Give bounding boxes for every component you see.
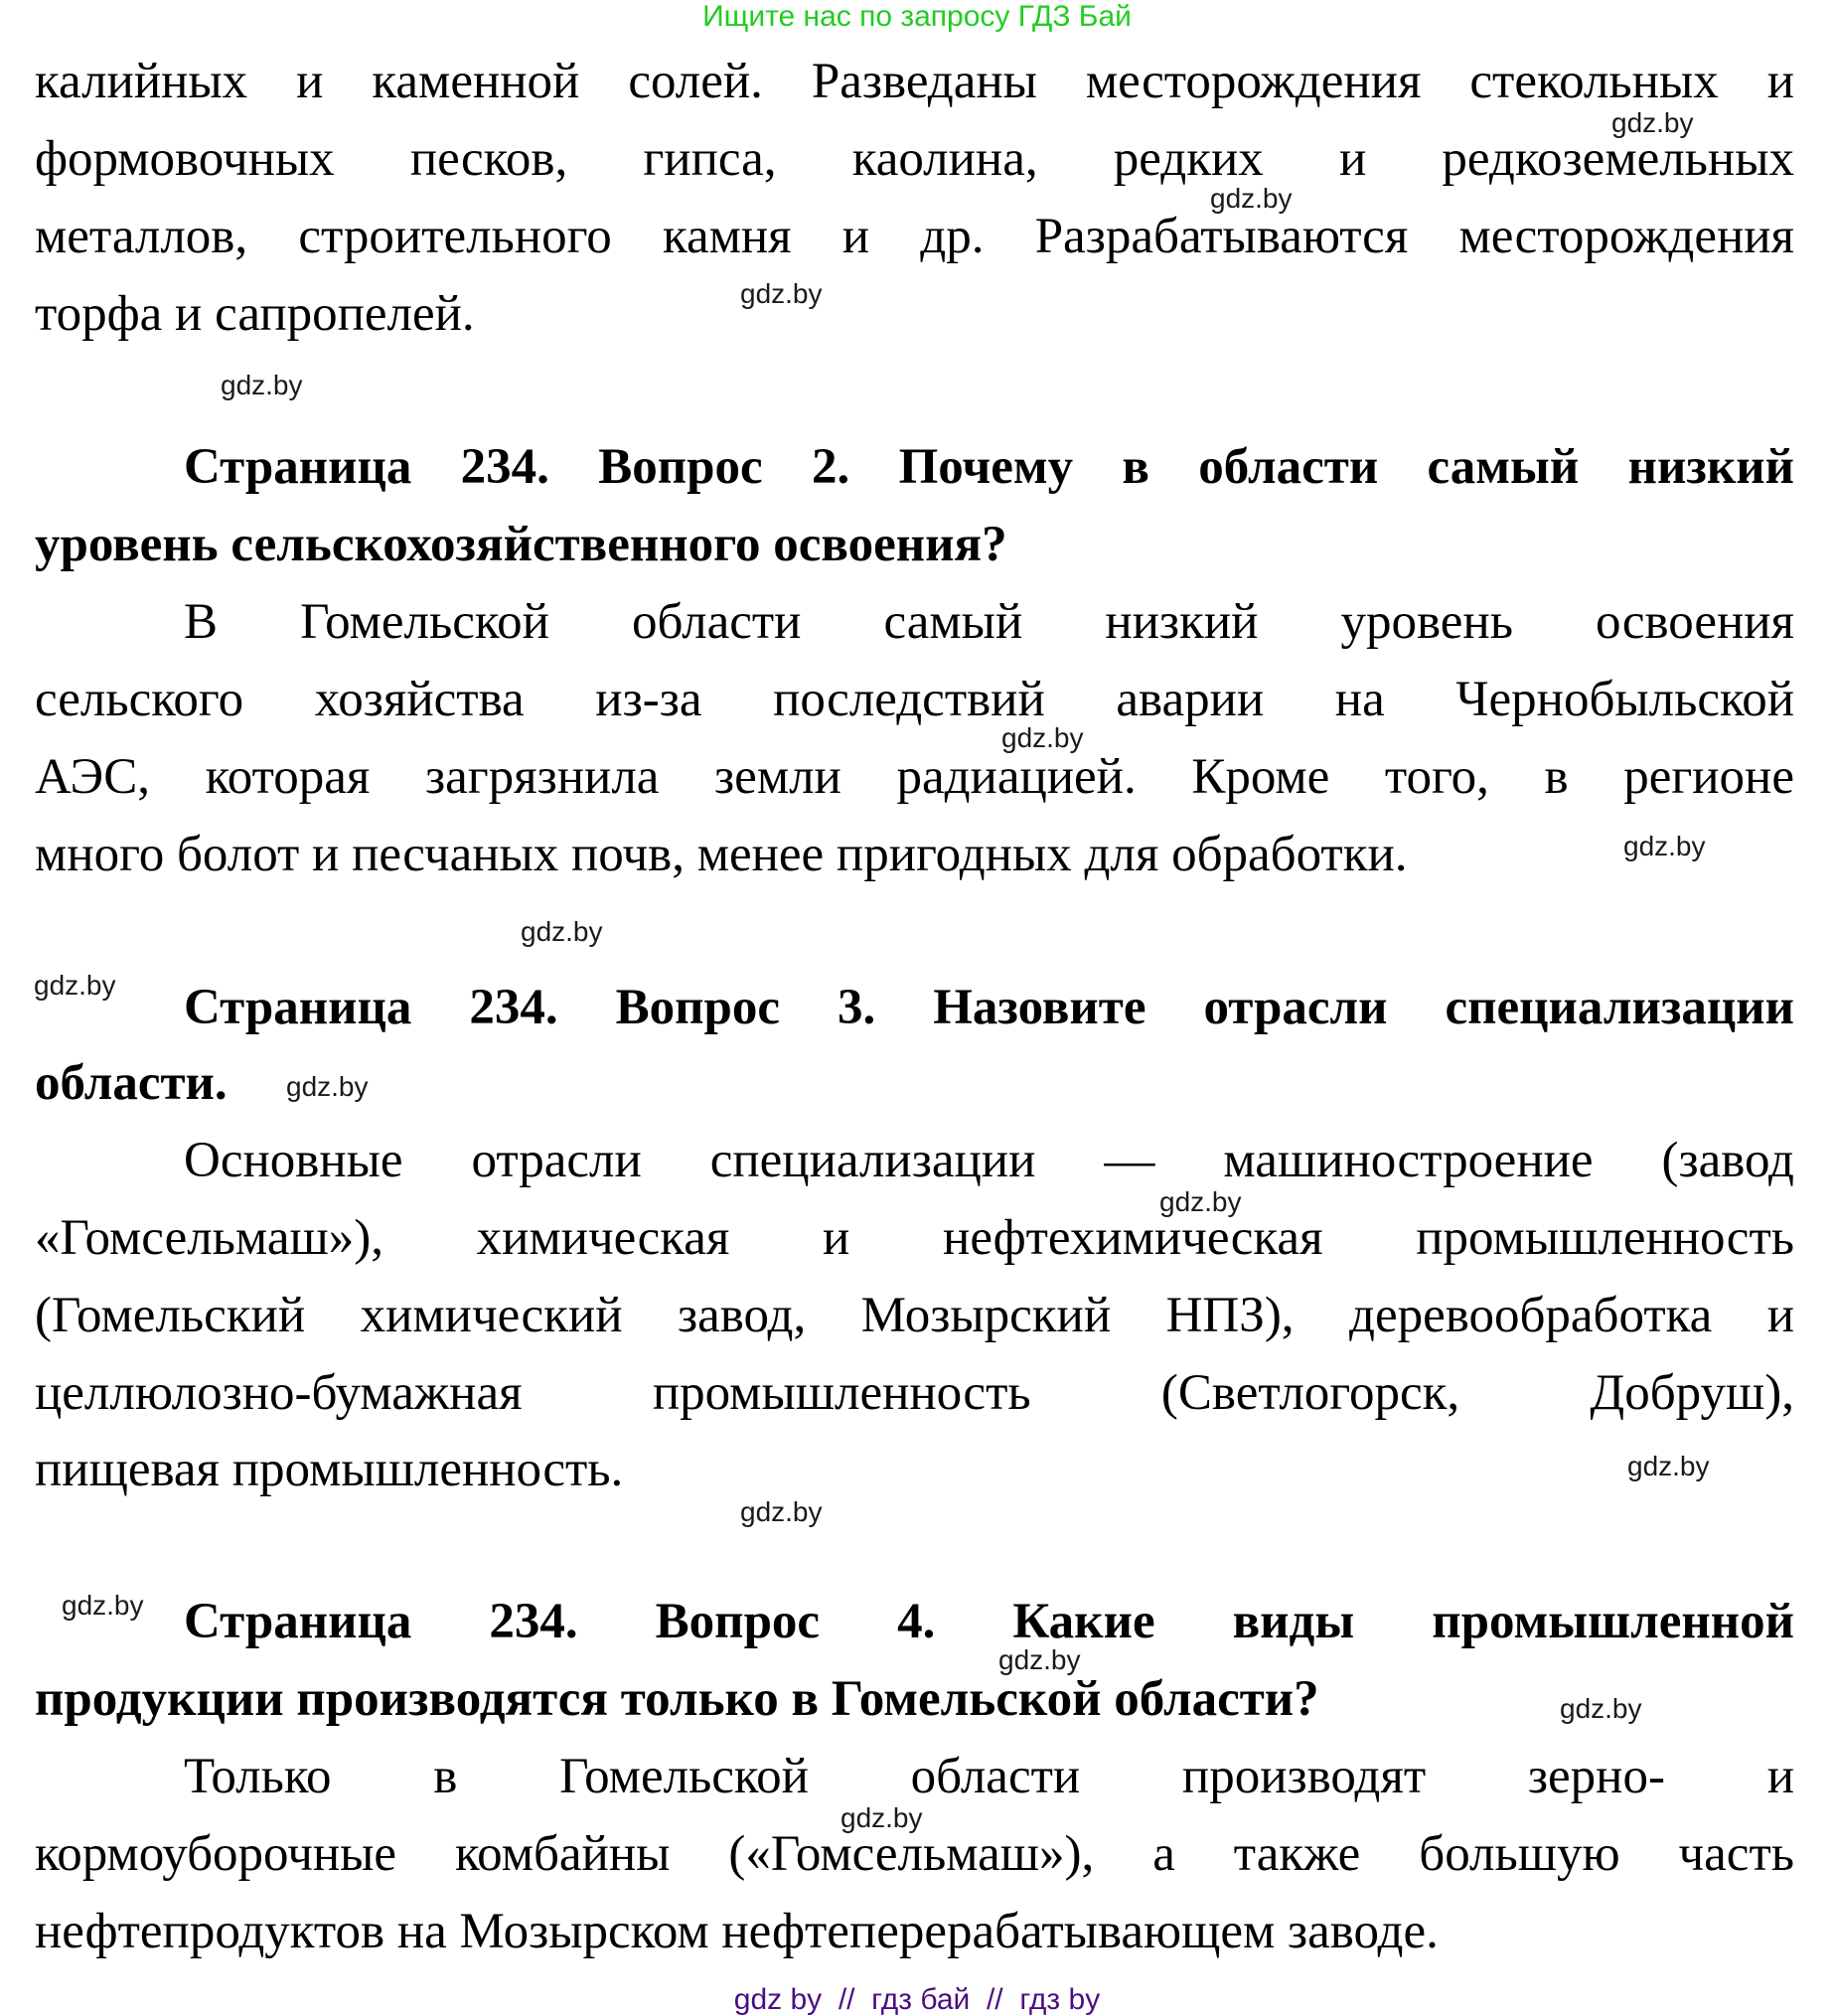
question-2-answer [35,670,1794,729]
text-line: «Гомсельмаш»), химическая и нефтехимическая промышленность [35,1210,1794,1266]
watermark-text: gdz.by [1611,107,1694,138]
intro-line [35,207,1794,266]
watermark-text: gdz.by [1159,1186,1242,1217]
footer-links: gdz by // гдз бай // гдз by [733,1983,1101,2016]
question-2-heading [35,515,1794,574]
intro-line [35,52,1794,111]
text-line: нефтепродуктов на Мозырском нефтеперерабатывающем заводе. [35,1904,1439,1959]
text-line: АЭС, которая загрязнила земли радиацией. Кроме того, в регионе [35,749,1794,805]
question-3-answer [184,1131,1794,1190]
question-4-answer [35,1902,1794,1961]
text-line: В Гомельской области самый низкий уровень освоения [184,594,1794,650]
watermark-text: gdz.by [521,916,603,947]
question-2-answer [35,747,1794,807]
watermark-text: gdz.by [841,1802,923,1833]
intro-line [35,129,1794,189]
text-line: (Гомельский химический завод, Мозырский НПЗ), деревообработка и [35,1288,1794,1343]
watermark-text: gdz.by [62,1590,144,1621]
watermark-text: gdz.by [1001,722,1084,753]
text-line: целлюлозно-бумажная промышленность (Светлогорск, Добруш), [35,1365,1794,1421]
watermark-text: gdz.by [1623,831,1706,861]
text-line: Только в Гомельской области производят зерно- и [184,1749,1794,1804]
text-line: пищевая промышленность. [35,1442,624,1497]
intro-line [35,284,1794,344]
text-line: калийных и каменной солей. Разведаны месторождения стекольных и [35,54,1794,109]
watermark-text: gdz.by [1627,1451,1710,1481]
heading-line: области. [35,1055,228,1111]
question-4-heading [35,1669,1794,1729]
heading-line: Страница 234. Вопрос 3. Назовите отрасли специализации [184,980,1794,1035]
watermark-text: gdz.by [740,278,823,309]
question-3-answer [35,1440,1794,1499]
watermark-text: gdz.by [998,1644,1081,1675]
question-3-answer [35,1286,1794,1345]
text-line: формовочных песков, гипса, каолина, редких и редкоземельных [35,131,1794,187]
watermark-text: gdz.by [1210,183,1293,214]
question-2-answer [35,825,1794,884]
search-us-banner: Ищите нас по запросу ГДЗ Бай [702,0,1132,33]
text-line: много болот и песчаных почв, менее пригодных для обработки. [35,827,1408,882]
heading-line: продукции производятся только в Гомельской области? [35,1671,1319,1727]
watermark-text: gdz.by [34,970,116,1001]
watermark-text: gdz.by [286,1071,369,1102]
watermark-text: gdz.by [221,370,303,400]
text-line: торфа и сапропелей. [35,286,475,342]
question-3-answer [35,1363,1794,1423]
watermark-text: gdz.by [740,1496,823,1527]
question-2-answer [184,592,1794,652]
text-line: Основные отрасли специализации — машиностроение (завод [184,1133,1794,1188]
question-4-answer [184,1747,1794,1806]
question-3-heading [184,978,1794,1037]
question-4-heading [184,1592,1794,1651]
heading-line: Страница 234. Вопрос 4. Какие виды промышленной [184,1594,1794,1649]
question-3-answer [35,1208,1794,1268]
watermark-text: gdz.by [1560,1693,1642,1724]
heading-line: уровень сельскохозяйственного освоения? [35,517,1007,572]
text-line: кормоуборочные комбайны («Гомсельмаш»), а также большую часть [35,1826,1794,1882]
heading-line: Страница 234. Вопрос 2. Почему в области самый низкий [184,439,1794,495]
question-2-heading [184,437,1794,497]
text-line: металлов, строительного камня и др. Разрабатываются месторождения [35,209,1794,264]
text-line: сельского хозяйства из-за последствий аварии на Чернобыльской [35,672,1794,727]
